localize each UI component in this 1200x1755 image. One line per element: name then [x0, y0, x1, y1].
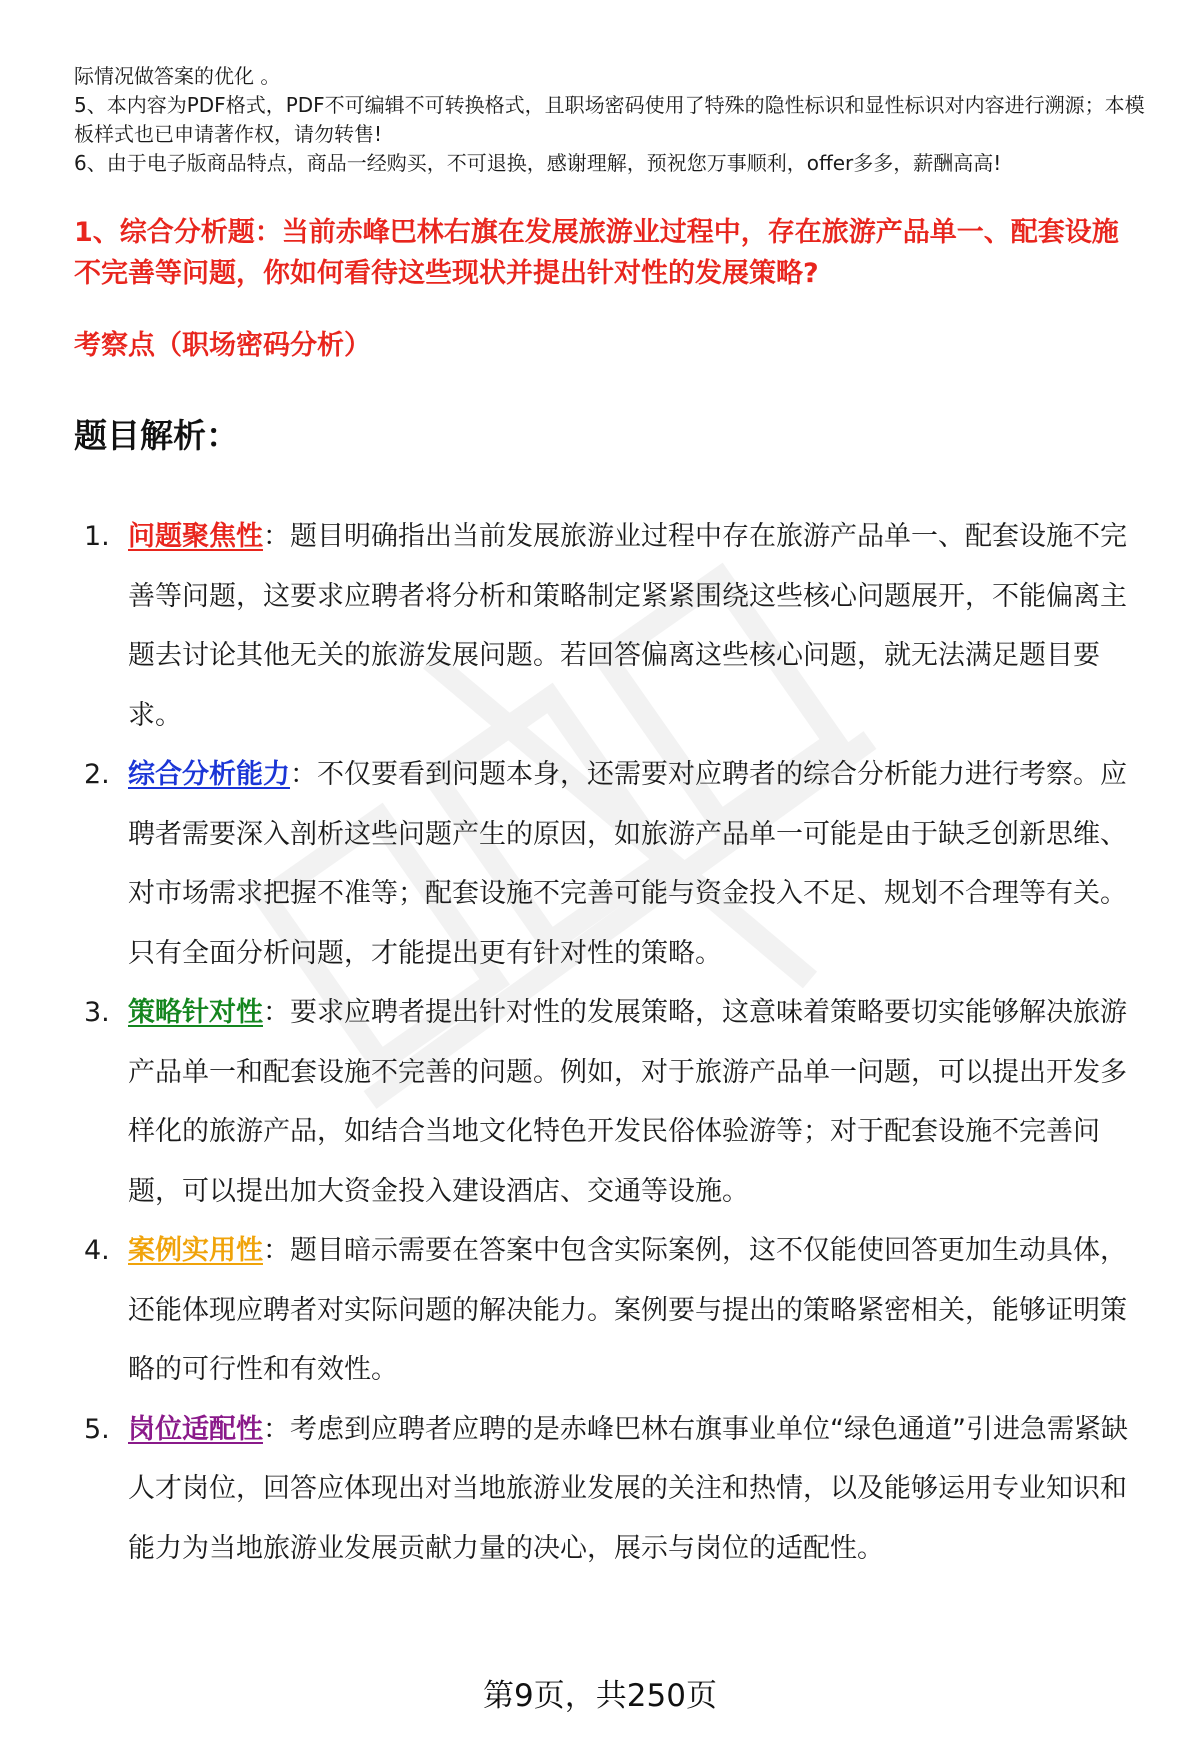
note-line: 5、本内容为PDF格式，PDF不可编辑不可转换格式，且职场密码使用了特殊的隐性标识和显性标识对内容进行溯源；本模板样式也已申请著作权，请勿转售!	[74, 93, 1145, 146]
item-separator: ：	[263, 521, 290, 552]
section-title: 题目解析：	[74, 416, 239, 455]
item-keyword: 问题聚焦性	[128, 521, 263, 552]
item-separator: ：	[263, 1235, 290, 1266]
page-number-footer: 第9页，共250页	[483, 1678, 717, 1714]
item-number: 2.	[84, 759, 110, 790]
question-heading: 1、综合分析题：当前赤峰巴林右旗在发展旅游业过程中，存在旅游产品单一、配套设施不完善等问题，你如何看待这些现状并提出针对性的发展策略?	[74, 217, 1119, 289]
notes-block	[74, 62, 1154, 178]
item-text: 要求应聘者提出针对性的发展策略，这意味着策略要切实能够解决旅游产品单一和配套设施不完善的问题。例如，对于旅游产品单一问题，可以提出开发多样化的旅游产品，如结合当地文化特色开发民俗体验游等；对于配套设施不完善问题，可以提出加大资金投入建设酒店、交通等设施。	[128, 997, 1127, 1207]
analysis-item	[74, 1221, 1144, 1400]
item-text: 题目暗示需要在答案中包含实际案例，这不仅能使回答更加生动具体，还能体现应聘者对实际问题的解决能力。案例要与提出的策略紧密相关，能够证明策略的可行性和有效性。	[128, 1235, 1127, 1385]
item-number: 1.	[84, 521, 110, 552]
analysis-item	[74, 745, 1144, 983]
item-separator: ：	[290, 759, 317, 790]
item-separator: ：	[263, 1413, 290, 1445]
item-keyword: 综合分析能力	[128, 759, 290, 790]
note-line: 6、由于电子版商品特点，商品一经购买，不可退换，感谢理解，预祝您万事顺利，offer多多，薪酬高高!	[74, 151, 1002, 175]
analysis-list	[74, 507, 1144, 1578]
note-line: 际情况做答案的优化 。	[74, 64, 281, 88]
item-number: 5.	[84, 1413, 110, 1445]
item-keyword: 岗位适配性	[128, 1413, 263, 1445]
item-keyword: 案例实用性	[128, 1235, 263, 1266]
item-text: 不仅要看到问题本身，还需要对应聘者的综合分析能力进行考察。应聘者需要深入剖析这些问题产生的原因，如旅游产品单一可能是由于缺乏创新思维、对市场需求把握不准等；配套设施不完善可能与资金投入不足、规划不合理等有关。只有全面分析问题，才能提出更有针对性的策略。	[128, 759, 1127, 969]
analysis-item	[74, 983, 1144, 1221]
analysis-item	[74, 1400, 1144, 1579]
item-keyword: 策略针对性	[128, 997, 263, 1028]
assessment-point-label: 考察点（职场密码分析）	[74, 330, 371, 361]
analysis-item	[74, 507, 1144, 745]
item-text: 题目明确指出当前发展旅游业过程中存在旅游产品单一、配套设施不完善等问题，这要求应聘者将分析和策略制定紧紧围绕这些核心问题展开，不能偏离主题去讨论其他无关的旅游发展问题。若回答偏离这些核心问题，就无法满足题目要求。	[128, 521, 1127, 731]
item-separator: ：	[263, 997, 290, 1028]
item-number: 4.	[84, 1235, 110, 1266]
item-number: 3.	[84, 997, 110, 1028]
item-text: 考虑到应聘者应聘的是赤峰巴林右旗事业单位“绿色通道”引进急需紧缺人才岗位，回答应体现出对当地旅游业发展的关注和热情，以及能够运用专业知识和能力为当地旅游业发展贡献力量的决心，展示与岗位的适配性。	[128, 1413, 1128, 1564]
